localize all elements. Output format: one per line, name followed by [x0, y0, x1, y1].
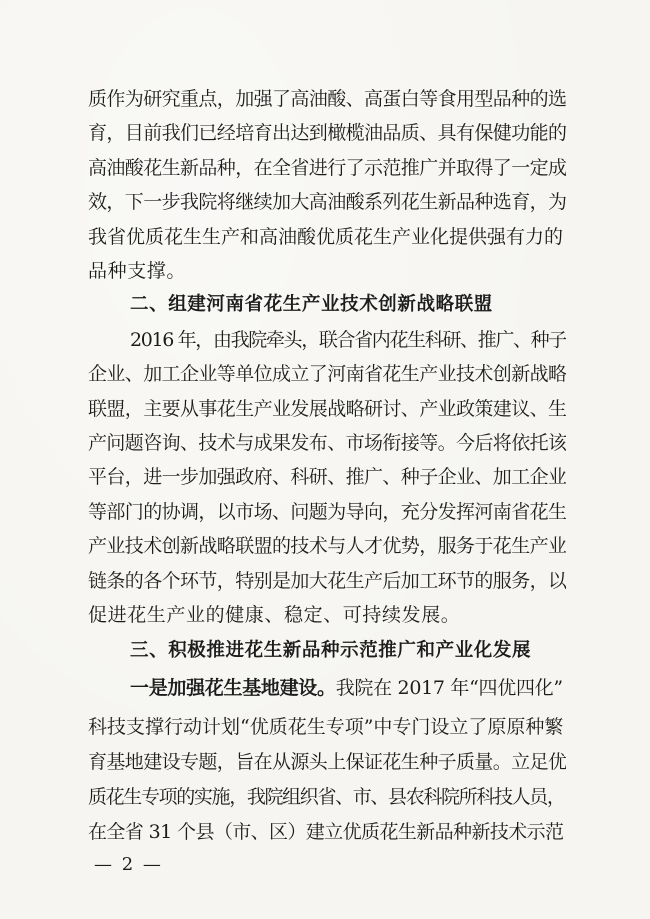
body-line: 我省优质花生生产和高油酸优质花生产业化提供强有力的	[88, 226, 564, 248]
section-heading: 三、积极推进花生新品种示范推广和产业化发展	[130, 640, 532, 661]
section-heading: 二、组建河南省花生产业技术创新战略联盟	[130, 294, 493, 315]
body-line: 链条的各个环节，特别是加大花生产后加工环节的服务，以	[88, 570, 566, 592]
body-line: 科技支撑行动计划“优质花生专项”中专门设立了原原种繁	[88, 716, 564, 738]
body-line: 等部门的协调，以市场、问题为导向，充分发挥河南省花生	[88, 501, 566, 523]
page-number: — 2 —	[94, 854, 163, 875]
body-line: 质作为研究重点，加强了高油酸、高蛋白等食用型品种的选	[88, 88, 566, 110]
body-line-rest: 我院在 2017 年“四优四化”	[335, 677, 563, 699]
body-line: 联盟，主要从事花生产业发展战略研讨、产业政策建议、生	[88, 398, 566, 420]
bold-lead-phrase: 一是加强花生基地建设。	[130, 677, 336, 699]
body-line: 平台，进一步加强政府、科研、推广、种子企业、加工企业	[88, 466, 566, 488]
body-line: 企业、加工企业等单位成立了河南省花生产业技术创新战略	[88, 363, 566, 385]
body-line: 育基地建设专题，旨在从源头上保证花生种子质量。立足优	[88, 751, 566, 773]
body-line: 高油酸花生新品种，在全省进行了示范推广并取得了一定成	[88, 157, 566, 179]
body-line: 育，目前我们已经培育出达到橄榄油品质、具有保健功能的	[88, 122, 566, 144]
body-line: 产问题咨询、技术与成果发布、市场衔接等。今后将依托该	[88, 432, 566, 454]
body-line: 在全省 31 个县（市、区）建立优质花生新品种新技术示范	[88, 821, 564, 843]
body-line: 效，下一步我院将继续加大高油酸系列花生新品种选育，为	[88, 191, 566, 213]
body-line: 促进花生产业的健康、稳定、可持续发展。	[88, 604, 461, 626]
body-line: 产业技术创新战略联盟的技术与人才优势，服务于花生产业	[88, 535, 566, 557]
body-line: 品种支撑。	[88, 260, 187, 282]
body-line	[130, 673, 566, 703]
body-line: 2016 年，由我院牵头，联合省内花生科研、推广、种子	[130, 329, 566, 351]
body-line: 质花生专项的实施，我院组织省、市、县农科院所科技人员，	[88, 786, 565, 808]
